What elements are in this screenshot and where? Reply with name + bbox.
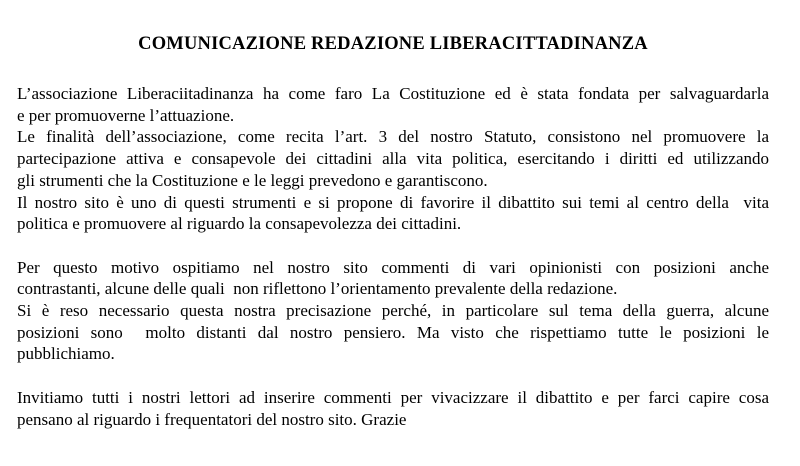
text-line: gli strumenti che la Costituzione e le leggi prevedono e garantiscono.	[17, 170, 488, 190]
text-line: Per questo motivo ospitiamo nel nostro sito commenti di vari opinionisti con posizioni anche	[17, 257, 769, 277]
text-line: pensano al riguardo i frequentatori del nostro sito. Grazie	[17, 409, 407, 429]
text-line: L’associazione Liberaciitadinanza ha come faro La Costituzione ed è stata fondata per salvaguardarla	[17, 84, 769, 103]
text-line: e per promuoverne l’attuazione.	[17, 105, 235, 125]
paragraph-block	[17, 83, 769, 235]
text-line: Le finalità dell’associazione, come recita l’art. 3 del nostro Statuto, consistono nel promuovere la	[17, 127, 769, 147]
text-line: posizioni sono molto distanti dal nostro pensiero. Ma visto che rispettiamo tutte le posizioni le	[17, 322, 769, 342]
page-title: COMUNICAZIONE REDAZIONE LIBERACITTADINANZA	[138, 34, 648, 54]
document-body	[17, 83, 769, 430]
text-line: contrastanti, alcune delle quali non riflettono l’orientamento prevalente della redazione.	[17, 279, 618, 299]
text-line: partecipazione attiva e consapevole dei cittadini alla vita politica, esercitando i diritti ed utilizzando	[17, 149, 769, 169]
text-line: Il nostro sito è uno di questi strumenti e si propone di favorire il dibattito sui temi al centro della vita	[17, 192, 769, 212]
text-line: politica e promuovere al riguardo la consapevolezza dei cittadini.	[17, 214, 462, 234]
paragraph-block	[17, 387, 769, 430]
paragraph-block	[17, 257, 769, 366]
text-line: Invitiamo tutti i nostri lettori ad inserire commenti per vivacizzare il dibattito e per farci capire cosa	[17, 387, 769, 407]
text-line: pubblichiamo.	[17, 344, 115, 364]
text-line: Si è reso necessario questa nostra precisazione perché, in particolare sul tema della guerra, alcune	[17, 301, 769, 321]
